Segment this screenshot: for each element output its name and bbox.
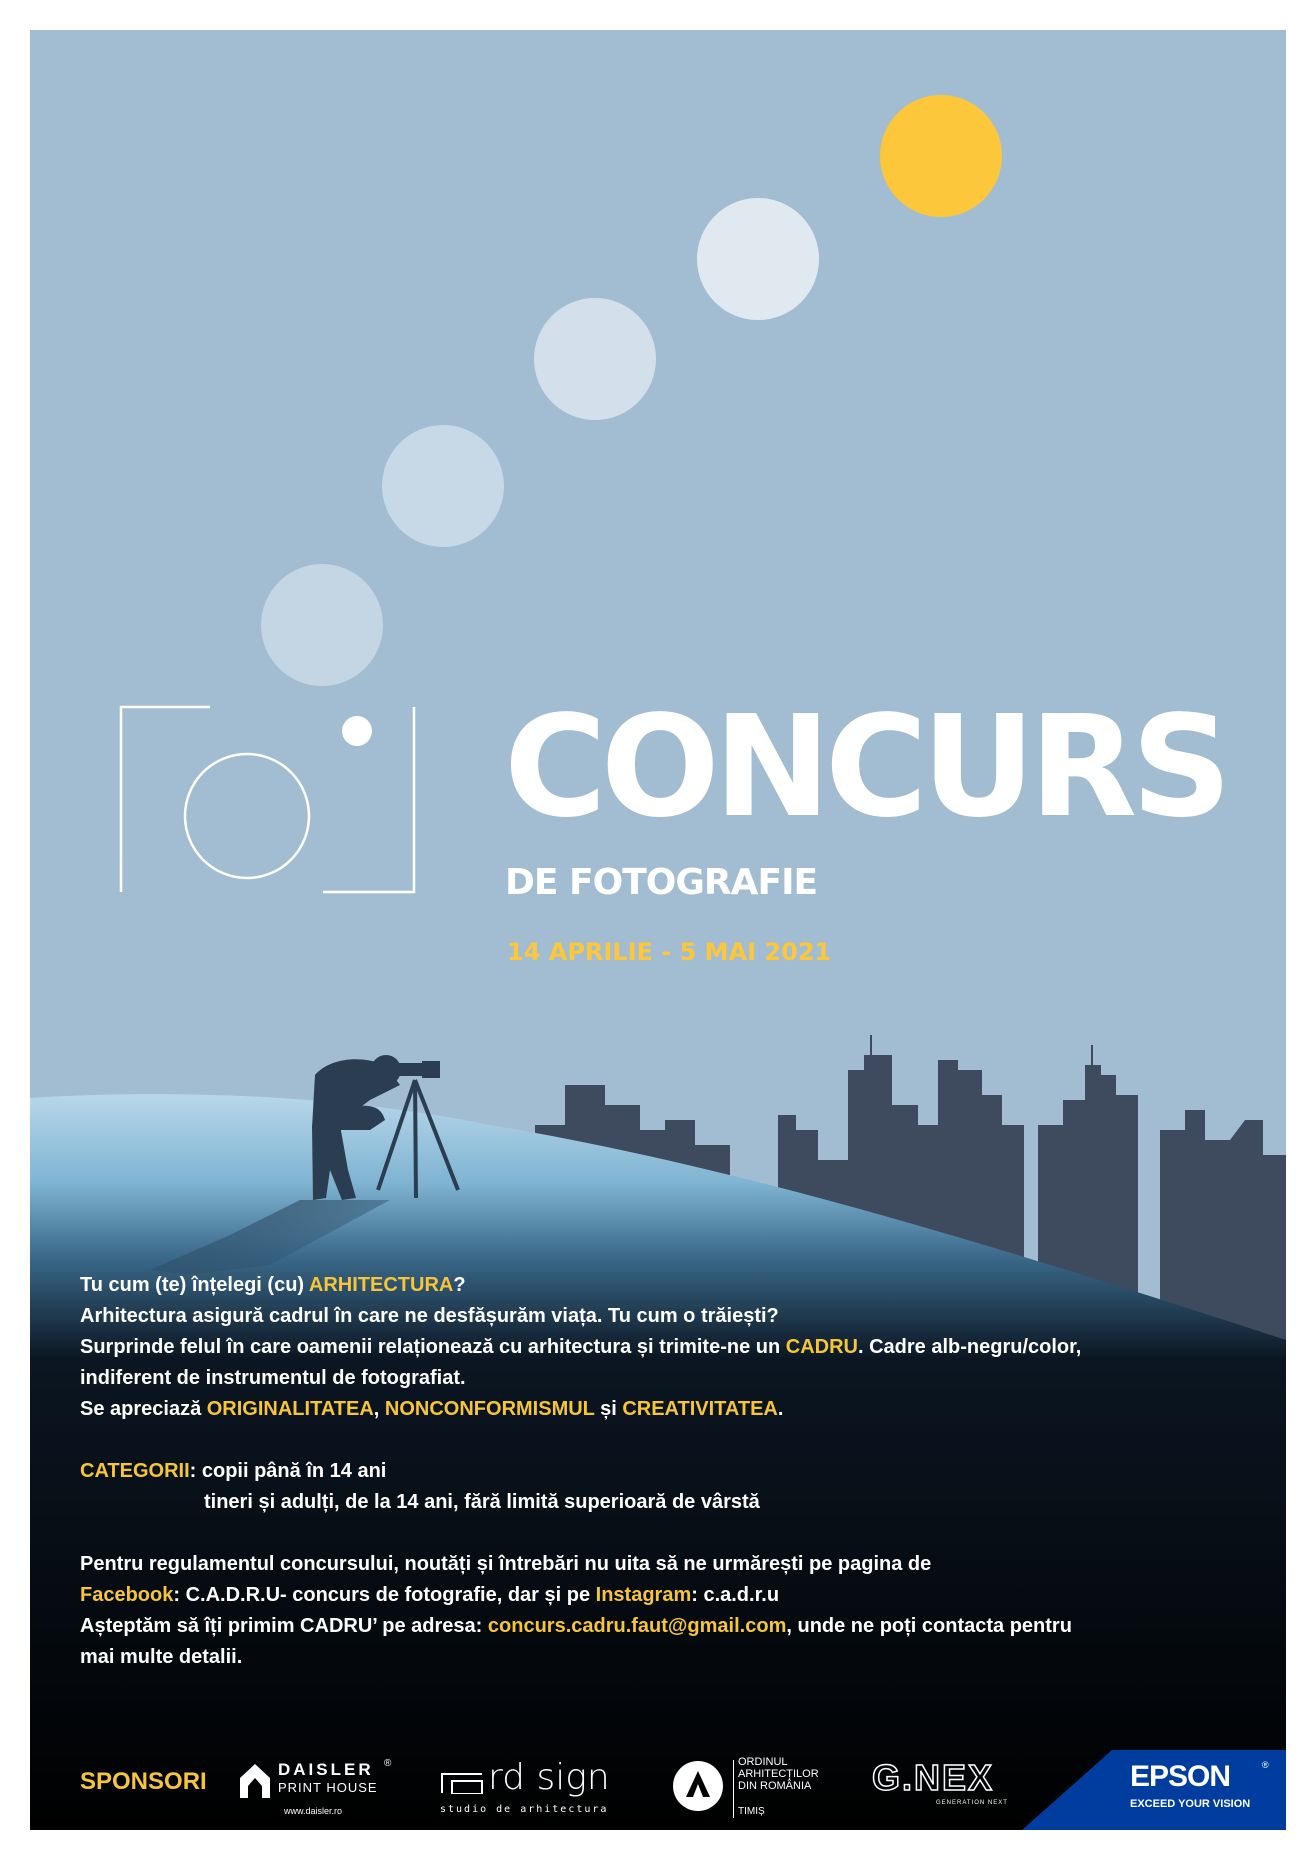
epson-tagline: EXCEED YOUR VISION bbox=[1130, 1798, 1251, 1810]
oar-emblem-icon bbox=[672, 1760, 724, 1812]
oar-line-4: TIMIȘ bbox=[738, 1806, 765, 1817]
facebook-link[interactable]: Facebook bbox=[80, 1584, 174, 1606]
body-line-5: Se apreciază ORIGINALITATEA, NONCONFORMISMUL și CREATIVITATEA. bbox=[80, 1398, 784, 1420]
contest-dates: 14 APRILIE - 5 MAI 2021 bbox=[507, 938, 832, 966]
gnex-sub: GENERATION NEXT bbox=[936, 1800, 1008, 1806]
categories-line-2: tineri și adulți, de la 14 ani, fără limită superioară de vârstă bbox=[204, 1491, 760, 1513]
info-line-4: mai multe detalii. bbox=[80, 1646, 243, 1668]
poster bbox=[30, 30, 1286, 1830]
sun-phase-4 bbox=[697, 198, 819, 320]
spacer bbox=[80, 1518, 1230, 1549]
categories-line-1: CATEGORII: copii până în 14 ani bbox=[80, 1460, 387, 1482]
rdsign-name: rd sign bbox=[488, 1757, 610, 1798]
body-line-3: Surprinde felul în care oamenii relaționează cu arhitectura și trimite-ne un CADRU. Cadre alb-negru/color, bbox=[80, 1336, 1082, 1358]
spacer bbox=[80, 1425, 1230, 1456]
sponsors-label: SPONSORI bbox=[80, 1768, 207, 1795]
daisler-sub: PRINT HOUSE bbox=[278, 1780, 378, 1795]
oar-line-3: DIN ROMÂNIA bbox=[738, 1780, 812, 1792]
instagram-link[interactable]: Instagram bbox=[595, 1584, 692, 1606]
info-line-2: Facebook: C.A.D.R.U- concurs de fotografie, dar și pe Instagram: c.a.d.r.u bbox=[80, 1584, 780, 1606]
body-line-4: indiferent de instrumentul de fotografiat. bbox=[80, 1367, 466, 1389]
highlight-cadru: CADRU bbox=[785, 1336, 858, 1358]
info-line-3: Așteptăm să îți primim CADRU’ pe adresa: concurs.cadru.faut@gmail.com, unde ne poți contacta pentru bbox=[80, 1615, 1072, 1637]
body-line-1: Tu cum (te) înțelegi (cu) ARHITECTURA? bbox=[80, 1274, 466, 1296]
sun-phase-3 bbox=[534, 298, 656, 420]
highlight-nonconformismul: NONCONFORMISMUL bbox=[384, 1398, 595, 1420]
epson-name: EPSON bbox=[1130, 1760, 1231, 1793]
highlight-arhitectura: ARHITECTURA bbox=[308, 1274, 454, 1296]
oar-line-2: ARHITECȚILOR bbox=[738, 1768, 819, 1780]
oar-divider bbox=[733, 1760, 734, 1818]
sun-phase-1 bbox=[261, 564, 383, 686]
email-link[interactable]: concurs.cadru.faut@gmail.com bbox=[487, 1615, 787, 1637]
gnex-name: G.NEX bbox=[872, 1757, 995, 1798]
oar-line-1: ORDINUL bbox=[738, 1756, 788, 1768]
body-line-2: Arhitectura asigură cadrul în care ne desfășurăm viața. Tu cum o trăiești? bbox=[80, 1305, 779, 1327]
daisler-name: DAISLER bbox=[278, 1760, 374, 1779]
daisler-house-icon bbox=[238, 1762, 272, 1800]
info-line-1: Pentru regulamentul concursului, noutăți și întrebări nu uita să ne urmărești pe pagina de bbox=[80, 1553, 932, 1575]
daisler-reg: ® bbox=[384, 1758, 392, 1769]
sun-icon bbox=[880, 95, 1002, 217]
sun-phase-2 bbox=[382, 425, 504, 547]
camera-frame-dot bbox=[342, 716, 372, 746]
rdsign-frame-icon bbox=[440, 1772, 484, 1794]
epson-reg: ® bbox=[1262, 1760, 1269, 1770]
page-subtitle: DE FOTOGRAFIE bbox=[505, 862, 818, 903]
page-title: CONCURS bbox=[504, 686, 1226, 849]
sponsors-bar bbox=[30, 1750, 1286, 1830]
body-text bbox=[80, 1270, 1230, 1673]
rdsign-sub: studio de arhitectura bbox=[440, 1804, 609, 1815]
daisler-url: www.daisler.ro bbox=[284, 1806, 343, 1816]
highlight-originalitatea: ORIGINALITATEA bbox=[206, 1398, 374, 1420]
categories-label: CATEGORII bbox=[80, 1460, 190, 1482]
highlight-creativitatea: CREATIVITATEA bbox=[622, 1398, 778, 1420]
